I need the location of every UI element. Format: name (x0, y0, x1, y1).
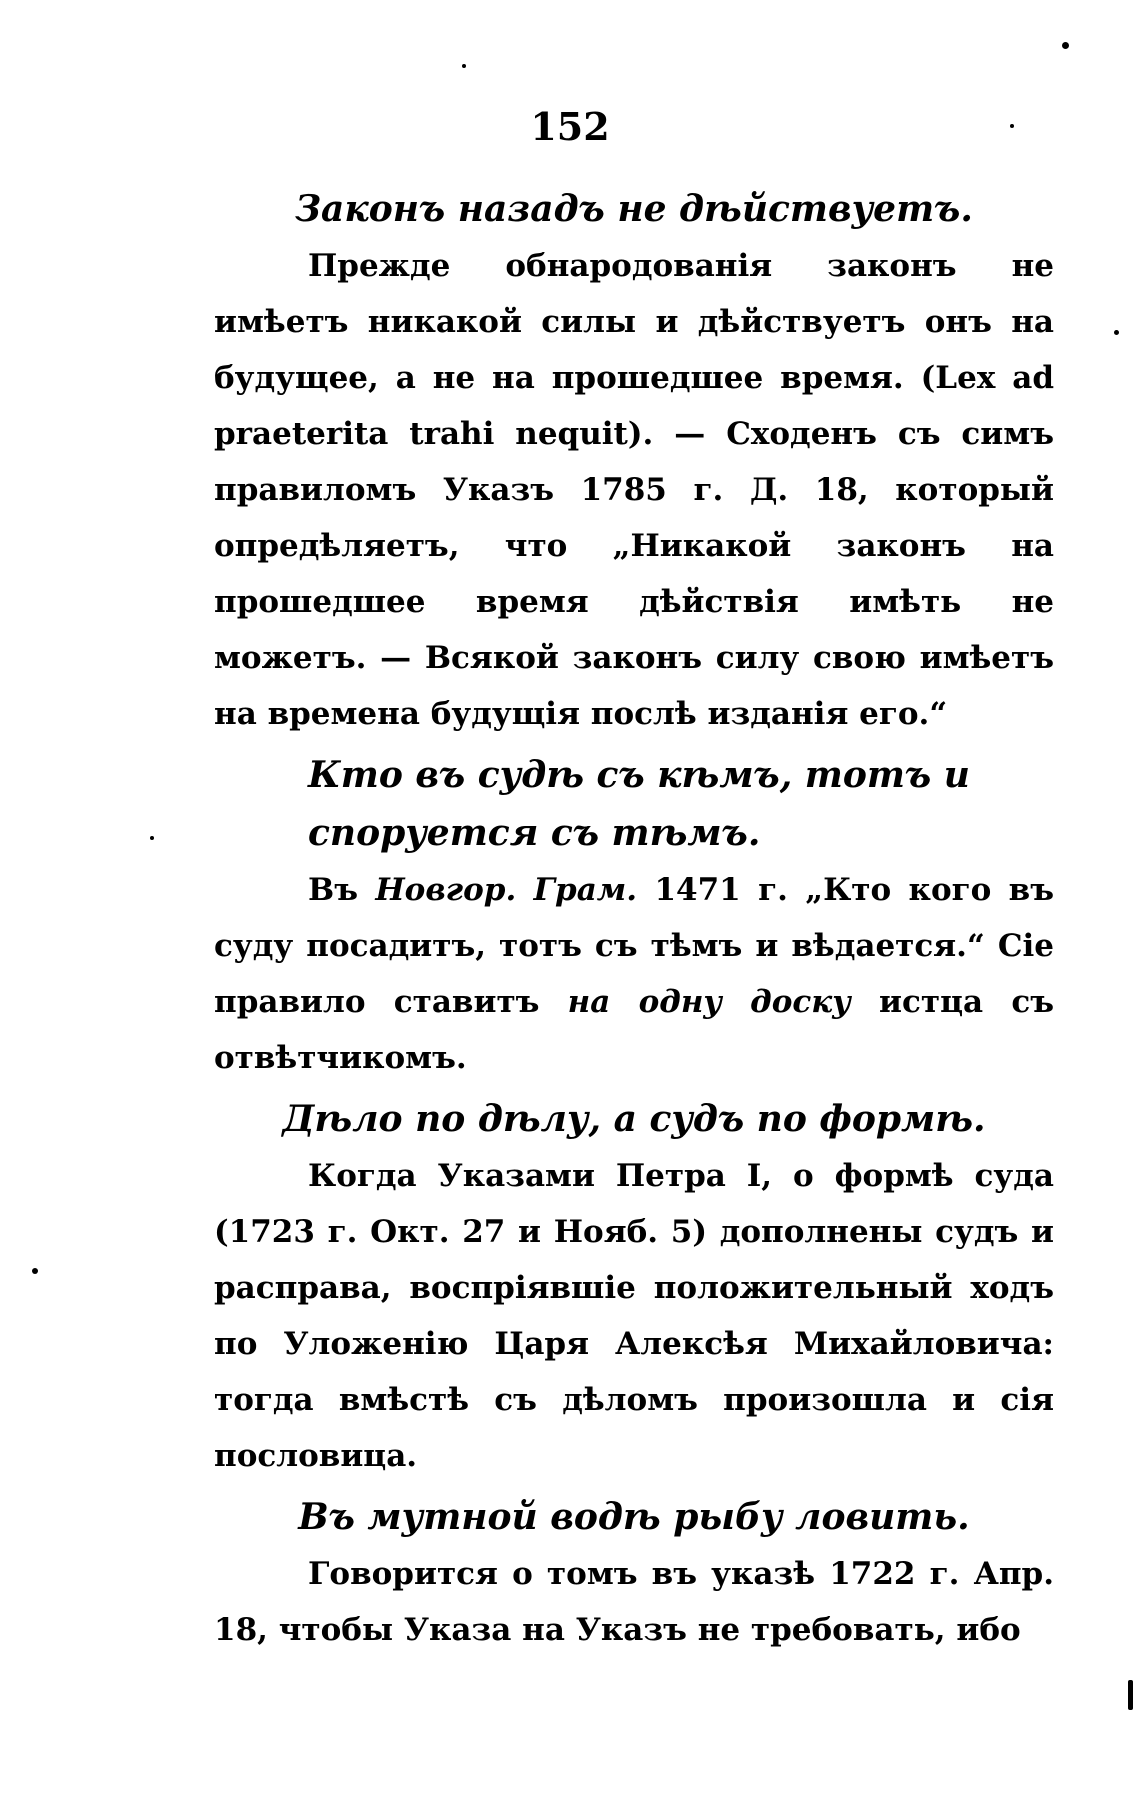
scan-speck (32, 1268, 38, 1274)
scan-speck (462, 64, 466, 68)
paragraph-2-part-a: Въ (308, 872, 376, 908)
section-heading-3: Дѣло по дѣлу, а судъ по формѣ. (282, 1098, 986, 1140)
scan-speck (1062, 42, 1069, 49)
scan-speck (150, 836, 154, 840)
section-paragraph-3-text: Когда Указами Петра I, о формѣ суда (1723 г. Окт. 27 и Нояб. 5) дополнены судъ и расправа, воспріявшіе положительный ходъ по Уложенію Царя Алексѣя Михайловича: тогда вмѣстѣ съ дѣломъ произошла и сія пословица. (214, 1158, 1054, 1474)
section-heading-1: Законъ назадъ не дѣйствуетъ. (295, 188, 973, 230)
section-paragraph-1 (214, 238, 1054, 742)
section-paragraph-4 (214, 1546, 1054, 1658)
page-number: 152 (530, 104, 610, 149)
text-block (214, 180, 1054, 1658)
paragraph-2-part-e: истца съ отвѣтчикомъ. (214, 984, 1055, 1076)
section-paragraph-3 (214, 1148, 1054, 1484)
section-paragraph-2 (214, 862, 1054, 1086)
section-heading-4: Въ мутной водѣ рыбу ловить. (298, 1496, 970, 1538)
scan-speck (1114, 330, 1119, 335)
section-heading-2: Кто въ судѣ съ кѣмъ, тотъ и споруется съ тѣмъ. (308, 754, 970, 854)
section-paragraph-4-text: Говорится о томъ въ указѣ 1722 г. Апр. 18, чтобы Указа на Указъ не требовать, ибо (214, 1556, 1054, 1648)
paragraph-2-part-c: 1471 г. „Кто кого въ суду посадитъ, тотъ съ тѣмъ и вѣдается.“ Сіе правило ставитъ (214, 872, 1054, 1020)
paragraph-2-emphasis: на одну доску (567, 984, 851, 1020)
section-paragraph-1-text: Прежде обнародованія законъ не имѣетъ никакой силы и дѣйствуетъ онъ на будущее, а не на прошедшее время. (Lex ad praeterita trahi nequit). — Сходенъ съ симъ правиломъ Указъ 1785 г. Д. 18, который опредѣляетъ, что „Никакой законъ на прошедшее время дѣйствія имѣть не можетъ. — Всякой законъ силу свою имѣетъ на времена будущія послѣ изданія его.“ (214, 248, 1054, 732)
scan-speck (1128, 1680, 1133, 1710)
scan-speck (1010, 124, 1014, 128)
paragraph-2-citation: Новгор. Грам. (375, 872, 638, 908)
